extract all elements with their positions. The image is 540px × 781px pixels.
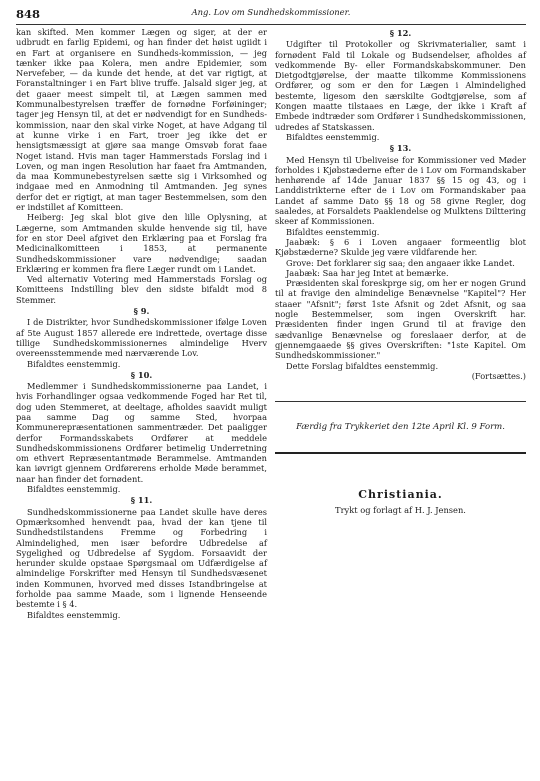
speaker-paragraph: Jaabæk: § 6 i Loven angaaer formeentlig blot Kjøbstæderne? Skulde jeg være vildfarende her. xyxy=(275,236,526,258)
resolution-line: Bifaldtes eenstemmig. xyxy=(286,226,380,237)
running-head: Ang. Lov om Sundhedskommissioner. xyxy=(191,7,351,17)
paragraph: Medlemmer i Sundhedskommissionerne paa Landet, i hvis Forhandlinger ogsaa vedkommende Foged har Ret til, dog uden Stemmeret, at deeltage, afholdes saavidt muligt paa samme Dag og samme Sted, hvorpaa Kommunerepræsentationen sammentræder. Det paaligger derfor Formandsskabets Ordfører at meddele Sundhedskommissionens Ordfører betimelig Underretning om ethvert Repræsentantmøde Berammelse. Amtmanden kan iøvrigt gjennem Ordførerens erholde Møde berammet, naar han finder det fornødent. xyxy=(16,381,267,484)
divider-rule-thick xyxy=(275,452,526,454)
speaker-paragraph: Grove: Det forklarer sig saa; den angaaer ikke Landet. xyxy=(286,257,515,268)
resolution-line: Bifaldtes eenstemmig. xyxy=(286,131,380,142)
speaker-paragraph: Jaabæk: Saa har jeg Intet at bemærke. xyxy=(286,267,449,278)
section-heading: § 13. xyxy=(389,143,412,154)
speaker-paragraph: Præsidenten skal foreskprge sig, om her er nogen Grund til at fravige den almindelige Benævnelse "Kapitel"? Her staaer "Afsnit"; først 1ste Afsnit og 2det Afsnit, og saa nogle Bestemmelser, som ingen Overskrift har. Præsidenten finder ingen Grund til at fravige den sædvanlige Benævnelse og foreslaaer derfor, at de gjennemgaaede §§ gives Overskriften: "1ste Kapitel. Om Sundhedskommissioner." xyxy=(275,278,526,361)
header-rule xyxy=(16,24,526,25)
paragraph: Udgifter til Protokoller og Skrivmaterialier, samt i fornødent Fald til Lokale og Budsendelser, afholdes af vedkommende By- eller Formandskabskommuner. Den Dietgodtgjørelse, der maatte tilkomme Kommissionens Ordfører, og som er den for Lægen i Almindelighed bestemte, ligesom den særskilte Godtgjørelse, som af Kongen maatte tilstaaes en Læge, der ikke i Kraft af Embede indtræder som Ordfører i Sundhedskommissionen, udredes af Statskassen. xyxy=(275,39,526,132)
paragraph: Heiberg: Jeg skal blot give den lille Oplysning, at Lægerne, som Amtmanden skulde henvende sig til, have for en stor Deel afgivet den Erklæring paa et Forslag fra Medicinalkomitteen i 1853, at permanente Sundhedskommissioner vare nødvendige; saadan Erklæring er kommen fra flere Læger rundt om i Landet. xyxy=(16,212,267,274)
resolution-line: Bifaldtes eenstemmig. xyxy=(27,484,121,495)
section-heading: § 11. xyxy=(130,495,153,506)
divider-rule xyxy=(275,401,526,402)
section-heading: § 10. xyxy=(130,369,153,380)
printer-line: Trykt og forlagt af H. J. Jensen. xyxy=(335,504,466,515)
resolution-line: Bifaldtes eenstemmig. xyxy=(27,609,121,620)
imprint-city: Christiania. xyxy=(358,488,443,502)
resolution-line: Dette Forslag bifaldtes eenstemmig. xyxy=(286,360,439,371)
publication-notice: Færdig fra Trykkeriet den 12te April Kl. 9 Form. xyxy=(296,422,505,433)
page-header xyxy=(16,7,526,23)
paragraph: I de Distrikter, hvor Sundhedskommissioner ifølge Loven af 5te August 1857 allerede ere indrettede, overtage disse tillige Sundhedskommissionernes almindelige Hverv overeensstemmende med nærværende Lov. xyxy=(16,317,267,359)
section-heading: § 12. xyxy=(389,28,412,38)
continuation-note: (Fortsættes.) xyxy=(471,370,526,381)
paragraph: Ved alternativ Votering med Hammerstads Forslag og Komitteens Indstilling blev den sidste bifaldt mod 8 Stemmer. xyxy=(16,274,267,305)
left-column xyxy=(16,27,267,620)
footer-block xyxy=(275,401,526,515)
right-column xyxy=(275,27,526,620)
section-heading: § 9. xyxy=(133,306,150,317)
paragraph: Med Hensyn til Ubeliveise for Kommissioner ved Møder forholdes i Kjøbstæderne efter de i Lov om Formandskaber henhørende af 14de Januar 1837 §§ 15 og 43, og i Landdistrikterne efter de i Lov om Formandskaber paa Landet af samme Dato §§ 18 og 58 givne Regler, dog saaledes, at Forsaldets Paaklendelse og Mulktens Dilttering skeer af Kommissionen. xyxy=(275,154,527,227)
paragraph: Sundhedskommissionerne paa Landet skulle have deres Opmærksomhed henvendt paa, hvad der kan tjene til Sundhedstilstandens Fremme og Forbedring i Almindelighed, men især befordre Udbredelse af Sygelighed og Udbredelse af Sygdom. Forsaavidt der herunder skulde opstaae Spørgsmaal om Udfærdigelse af almindelige Forskrifter med Hensyn til Sundhedsvæsenet inden Kommunen, hvorved med disses Istandbringelse at forholde paa samme Maade, som i lignende Henseende bestemte i § 4. xyxy=(16,506,267,610)
two-column-body xyxy=(16,27,526,620)
paragraph: kan skifted. Men kommer Lægen og siger, at der er udbrudt en farlig Epidemi, og han finder det høist ugiidt i en Fart at organisere en Sundheds-kommission, — jeg tænker ikke paa Kolera, men andre Epidemier, som Nervefeber, — da kunde det hende, at det var rigtigt, at Foranstaltninger i en Fart blive truffe. Jalsald siger jeg, at det gaaer meest simpelt til, at Lægen sammen med Kommunalbestyrelsen træffer de fornødne Forføininger; tager jeg Hensyn til, at det er nødvendigt for en Sundheds-kommission, naar den skal virke Noget, at have Adgang til at kunne virke i en Fart, troer jeg ikke det er hensigtsmæssigt at gjøre saa mange Omsvøb forat faae Noget istand. Hvis man tager Hammerstads Forslag ind i Loven, og man ingen Resolution har faaet fra Amtmanden, da maa Kommunebestyrelsen sætte sig i Virksomhed og indgaae med en Anmodning til Amtmanden. Jeg synes derfor det er rigtigt, at man tager Bestemmelsen, som den er indstillet af Komitteen. xyxy=(16,27,267,213)
page-number: 848 xyxy=(16,7,41,21)
resolution-line: Bifaldtes eenstemmig. xyxy=(27,358,121,369)
